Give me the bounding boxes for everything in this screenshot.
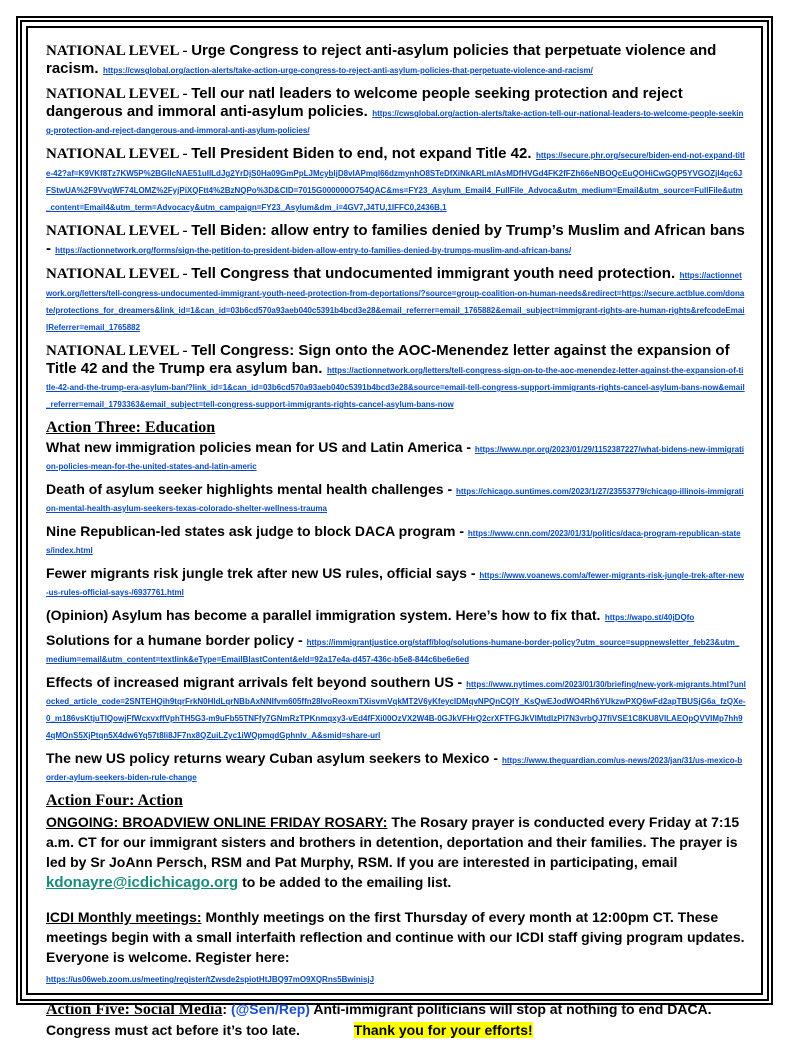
article-title: Effects of increased migrant arrivals felt beyond southern US - (46, 674, 467, 690)
level-separator: - (178, 266, 192, 282)
icdi-paragraph (46, 907, 746, 987)
newsletter-page (46, 42, 746, 1038)
education-item (46, 523, 746, 557)
rosary-paragraph (46, 812, 746, 893)
icdi-body: Monthly meetings on the first Thursday of every month at 12:00pm CT. These meetings begin with a small interfaith reflection and continue with our ICDI staff giving program updates. Everyone is welcome. Register here: (46, 909, 745, 965)
level-separator: - (178, 343, 192, 359)
action-link[interactable]: https://actionnetwork.org/letters/tell-congress-sign-on-to-the-aoc-menendez-letter-against-the-expansion-of-title-42-and-the-trump-era-asylum-ban/?link_id=1&can_id=03b6cd570a93aeb040c5391b4bcd3e28&source=email-tell-congress-support-immigrants-rights-cancel-asylum-bans-now&email_referrer=email_1793363&email_subject=tell-congress-support-immigrants-rights-cancel-asylum-bans-now (46, 366, 745, 409)
national-action-item (46, 85, 746, 137)
social-colon: : (222, 1001, 231, 1017)
national-action-item (46, 42, 746, 77)
level-separator: - (178, 146, 192, 162)
education-section (46, 439, 746, 784)
action-title: Tell President Biden to end, not expand Title 42. (191, 145, 532, 162)
article-title: What new immigration policies mean for US and Latin America - (46, 439, 475, 455)
article-link[interactable]: https://www.nytimes.com/2023/01/30/briefing/new-york-migrants.html?unlocked_article_code=2SNTEHQih9tqrFrkN0HIdLqrNBbAxNNIfvm605ffn28lvoReoxmTXisvmVqkMT2V6yKfeycIDMqvNPQnCQIY_KsQwEJodWO4Rh6YUkzwPXQ6wFd2apTBUSjG6a_fzQXe-0_m186vsKtjuTlQowjFfWcxvxffVphTH5G3-m9uFb55TNFfy7GNmRzTPKnmqxy3-vEd4fFXi00OzVX2W4B-0GJkVFHrQ2crXFTFGJkVlMtdlzPl7N3vrbQJ7fiVSE1C8KU8VILAEOpQVVIMp7hh94qMOnS5XjPtqn5X4dw6Yq57t8li8JF7nx8QZuiLZyc1iWQpmqdGphnIv_A&smid=share-url (46, 680, 746, 740)
article-link[interactable]: https://www.cnn.com/2023/01/31/politics/daca-program-republican-states/index.html (46, 529, 741, 555)
article-link[interactable]: https://www.theguardian.com/us-news/2023/jan/31/us-mexico-border-aylum-seekers-biden-rule-change (46, 756, 743, 782)
article-title: Death of asylum seeker highlights mental health challenges - (46, 481, 456, 497)
action-link[interactable]: https://actionnetwork.org/letters/tell-congress-undocumented-immigrant-youth-need-protection-from-deportations/?source=group-coalition-on-human-needs&redirect=https://secure.actblue.com/donate/protections_for_dreamers&link_id=1&can_id=03b6cd570a93aeb040c5391b4bcd3e28&email_referrer=email_1765882&email_subject=immigrant-rights-are-human-rights&refcodeEmailReferrer=email_1765882 (46, 271, 745, 332)
level-label: NATIONAL LEVEL (46, 266, 179, 282)
article-link[interactable]: https://www.voanews.com/a/fewer-migrants-risk-jungle-trek-after-new-us-rules-official-says-/6937761.html (46, 571, 745, 597)
social-tag: (@Sen/Rep) (230, 1001, 310, 1017)
icdi-title: ICDI Monthly meetings: (46, 909, 202, 925)
article-title: (Opinion) Asylum has become a parallel immigration system. Here’s how to fix that. (46, 607, 601, 623)
thanks-highlight: Thank you for your efforts! (353, 1022, 533, 1038)
action-title: Tell Biden: allow entry to families denied by Trump’s Muslim and African bans - (46, 222, 745, 257)
action-title: Tell Congress that undocumented immigrant youth need protection. (191, 265, 676, 282)
rosary-body: The Rosary prayer is conducted every Friday at 7:15 a.m. CT for our immigrant sisters and brothers in detention, deportation and their families. The prayer is led by Sr JoAnn Persch, RSM and Pat Murphy, RSM. If you are interested in participating, email (46, 814, 740, 870)
national-action-item (46, 265, 746, 334)
education-item (46, 750, 746, 784)
icdi-register-link[interactable]: https://us06web.zoom.us/meeting/register/tZwsde2spiotHtJBQ97mO9XQRns5BwinisjJ (46, 975, 375, 984)
article-link[interactable]: https://chicago.suntimes.com/2023/1/27/23553779/chicago-illinois-immigration-mental-health-asylum-seekers-texas-colorado-shelter-wellness-trauma (46, 487, 744, 513)
level-label: NATIONAL LEVEL (46, 343, 179, 359)
action-title: Tell our natl leaders to welcome people seeking protection and reject dangerous and immoral anti-asylum policies. (46, 85, 683, 120)
rosary-tail: to be added to the emailing list. (238, 874, 452, 890)
education-item (46, 565, 746, 599)
action-link[interactable]: https://actionnetwork.org/forms/sign-the-petition-to-president-biden-allow-entry-to-families-denied-by-trumps-muslim-and-african-bans/ (55, 246, 572, 255)
level-label: NATIONAL LEVEL (46, 146, 179, 162)
level-label: NATIONAL LEVEL (46, 86, 179, 102)
action-heading: Action Four: Action (46, 792, 183, 809)
rosary-email-link[interactable]: kdonayre@icdichicago.org (46, 874, 239, 891)
action-link[interactable]: https://cwsglobal.org/action-alerts/take-action-tell-our-national-leaders-to-welcome-people-seeking-protection-and-reject-dangerous-and-immoral-anti-asylum-policies/ (46, 109, 744, 135)
education-item (46, 632, 746, 666)
article-title: Nine Republican-led states ask judge to block DACA program - (46, 523, 468, 539)
level-separator: - (178, 43, 192, 59)
action-title: Tell Congress: Sign onto the AOC-Menendez letter against the expansion of Title 42 and the Trump era asylum ban. (46, 342, 730, 377)
article-title: The new US policy returns weary Cuban asylum seekers to Mexico - (46, 750, 502, 766)
level-label: NATIONAL LEVEL (46, 223, 179, 239)
education-item (46, 439, 746, 473)
action-link[interactable]: https://cwsglobal.org/action-alerts/take-action-urge-congress-to-reject-anti-asylum-policies-that-perpetuate-violence-and-racism/ (103, 66, 593, 75)
level-separator: - (178, 86, 192, 102)
national-action-item (46, 222, 746, 257)
article-link[interactable]: https://wapo.st/40jDQfo (604, 613, 695, 622)
action-title: Urge Congress to reject anti-asylum policies that perpetuate violence and racism. (46, 42, 717, 77)
education-item (46, 674, 746, 742)
rosary-title: ONGOING: BROADVIEW ONLINE FRIDAY ROSARY: (46, 814, 388, 830)
level-label: NATIONAL LEVEL (46, 43, 179, 59)
national-action-item (46, 342, 746, 411)
article-link[interactable]: https://www.npr.org/2023/01/29/1152387227/what-bidens-new-immigration-policies-mean-for-the-united-states-and-latin-americ (46, 445, 745, 471)
action-link[interactable]: https://secure.phr.org/secure/biden-end-not-expand-title-42?af=K9VKf8Tz7KW5P%2BGlIcNAE51uIlLdJg2YrDjS0Ha09GmPpLJMcybIjD8vIAPmql66dzmynhO8STeDfXiNkARLmlAsMDfHVGd4FK2fFZh66eNBOQcEuQOHiCwGQP5YVGOZjl4qc6JFStwUA%2F9VvqWF74LOMZ%2FyjPiXQFtt4%2BzNQPo%3D&CID=7015G000000O754QAC&ms=FY23_Asylum_Email4_FullFile_Advoca&utm_medium=Email&utm_source=FullFile&utm_content=Email4&utm_term=Advocacy&utm_campaign=FY23_Asylum&dm_i=4GV7,J4TU,1IFFC0,2436B,1 (46, 151, 745, 212)
social-body: Anti-immigrant politicians will stop at nothing to end DACA. Congress must act before it’s too late. (46, 1001, 712, 1038)
national-level-section (46, 42, 746, 411)
national-action-item (46, 145, 746, 214)
level-separator: - (178, 223, 192, 239)
social-paragraph (46, 999, 746, 1040)
article-title: Fewer migrants risk jungle trek after new US rules, official says - (46, 565, 480, 581)
education-item (46, 607, 746, 624)
social-heading: Action Five: Social Media (46, 1001, 223, 1018)
education-heading: Action Three: Education (46, 419, 216, 436)
article-title: Solutions for a humane border policy - (46, 632, 307, 648)
education-item (46, 481, 746, 515)
article-link[interactable]: https://immigrantjustice.org/staff/blog/solutions-humane-border-policy?utm_source=suppnewsletter_feb23&utm_medium=email&utm_content=textlink&eType=EmailBlastContent&eId=92a17e4a-d457-436c-b5e8-844c6be6e6ed (46, 638, 740, 664)
